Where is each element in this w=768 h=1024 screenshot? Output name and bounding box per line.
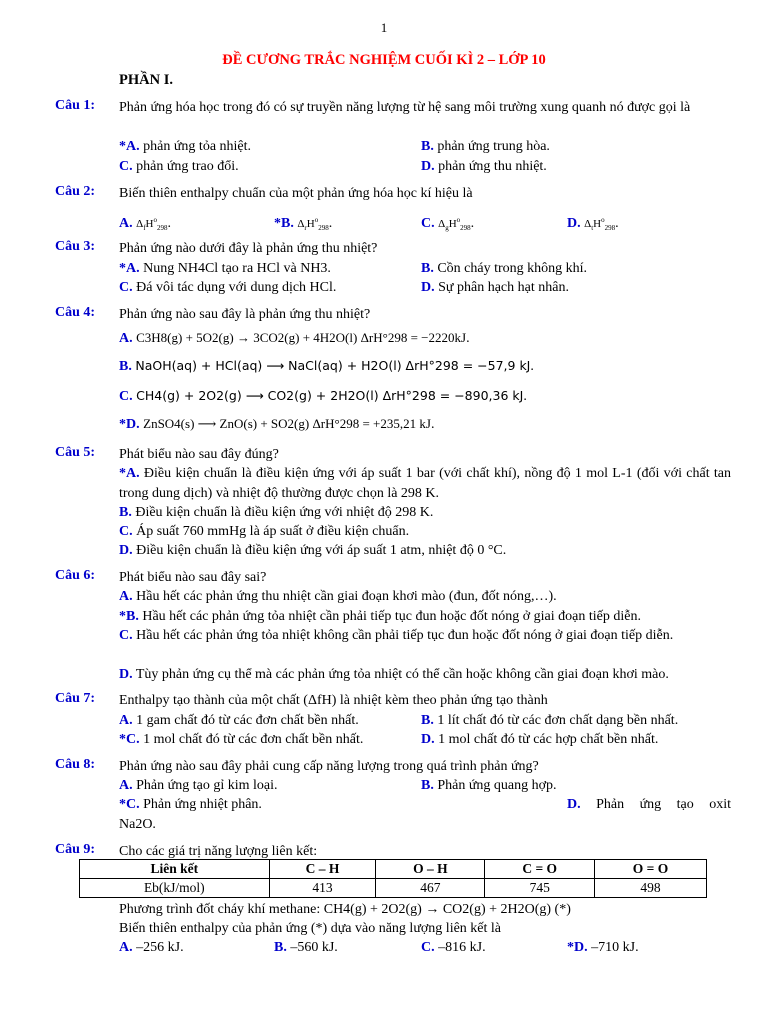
q9-equation-line: Phương trình đốt cháy khí methane: CH4(g) + 2O2(g) → CO2(g) + 2H2O(g) (*) bbox=[119, 902, 571, 917]
q9-question-line: Biến thiên enthalpy của phản ứng (*) dựa vào năng lượng liên kết là bbox=[119, 921, 502, 936]
table-header-row bbox=[80, 860, 707, 879]
q6-option-c: C. Hầu hết các phản ứng tỏa nhiệt không cần phải tiếp tục đun hoặc đốt nóng ở giai đoạn tiếp diễn. bbox=[119, 628, 674, 643]
q9-option-a: A. –256 kJ. bbox=[119, 940, 184, 955]
q1-text: Phản ứng hóa học trong đó có sự truyền năng lượng từ hệ sang môi trường xung quanh nó được gọi là bbox=[119, 100, 691, 115]
q2-option-b: *B. $\Delta_rH^o_{298}$. bbox=[274, 216, 333, 232]
q8-option-b: B. Phản ứng quang hợp. bbox=[421, 778, 557, 793]
q8-option-d-continued: Na2O. bbox=[119, 817, 156, 832]
q7-option-b: B. 1 lít chất đó từ các đơn chất dạng bền nhất. bbox=[421, 713, 679, 728]
q3-text: Phản ứng nào dưới đây là phản ứng thu nhiệt? bbox=[119, 241, 378, 256]
enthalpy-symbol-r: $\Delta_rH^o_{298}$ bbox=[297, 216, 329, 232]
q2-option-a: A. $\Delta_fH^o_{298}$. bbox=[119, 216, 171, 232]
table-header: O – H bbox=[376, 860, 485, 879]
q8-option-c: *C. Phản ứng nhiệt phân. bbox=[119, 797, 262, 812]
q5-text: Phát biểu nào sau đây đúng? bbox=[119, 447, 279, 462]
q1-option-c: C. phản ứng trao đổi. bbox=[119, 159, 239, 174]
q7-text: Enthalpy tạo thành của một chất (ΔfH) là nhiệt kèm theo phản ứng tạo thành bbox=[119, 693, 548, 708]
q7-number: Câu 7: bbox=[55, 691, 96, 706]
table-cell: 413 bbox=[269, 879, 376, 898]
q8-option-d: D. Phản ứng tạo oxit bbox=[567, 797, 731, 812]
q5-number: Câu 5: bbox=[55, 445, 96, 460]
part-heading: PHẦN I. bbox=[119, 72, 173, 88]
q6-number: Câu 6: bbox=[55, 568, 96, 583]
enthalpy-symbol-g: $\Delta_gH^o_{298}$ bbox=[438, 216, 471, 232]
q8-number: Câu 8: bbox=[55, 757, 96, 772]
q4-option-b: B. NaOH(aq) + HCl(aq) ⟶ NaCl(aq) + H2O(l) ΔrH°298 = −57,9 kJ. bbox=[119, 358, 534, 374]
q9-option-d: *D. –710 kJ. bbox=[567, 940, 639, 955]
q1-option-a: *A. phản ứng tỏa nhiệt. bbox=[119, 139, 252, 154]
table-cell: 498 bbox=[595, 879, 707, 898]
q1-option-d: D. phản ứng thu nhiệt. bbox=[421, 159, 547, 174]
q3-option-b: B. Cồn cháy trong không khí. bbox=[421, 261, 588, 276]
q2-option-d: D. $\Delta_tH^o_{298}$. bbox=[567, 216, 619, 232]
q2-number: Câu 2: bbox=[55, 184, 96, 199]
q6-option-b: *B. Hầu hết các phản ứng tỏa nhiệt cần phải tiếp tục đun hoặc đốt nóng ở giai đoạn tiếp diễn. bbox=[119, 609, 641, 624]
table-header: C – H bbox=[269, 860, 376, 879]
q6-option-a: A. Hầu hết các phản ứng thu nhiệt cần giai đoạn khơi mào (đun, đốt nóng,…). bbox=[119, 589, 557, 604]
q9-number: Câu 9: bbox=[55, 842, 96, 857]
q9-option-b: B. –560 kJ. bbox=[274, 940, 338, 955]
q7-option-a: A. 1 gam chất đó từ các đơn chất bền nhất. bbox=[119, 713, 359, 728]
table-cell: 745 bbox=[485, 879, 595, 898]
q4-option-c: C. CH4(g) + 2O2(g) ⟶ CO2(g) + 2H2O(l) ΔrH°298 = −890,36 kJ. bbox=[119, 388, 527, 404]
table-header: C = O bbox=[485, 860, 595, 879]
q5-option-b: B. Điều kiện chuẩn là điều kiện ứng với nhiệt độ 298 K. bbox=[119, 505, 434, 520]
table-header: Liên kết bbox=[80, 860, 270, 879]
q5-option-c: C. Áp suất 760 mmHg là áp suất ở điều kiện chuẩn. bbox=[119, 524, 410, 539]
q3-option-d: D. Sự phân hạch hạt nhân. bbox=[421, 280, 569, 295]
q8-text: Phản ứng nào sau đây phải cung cấp năng lượng trong quá trình phản ứng? bbox=[119, 759, 539, 774]
bond-energy-table bbox=[79, 859, 707, 898]
q9-text: Cho các giá trị năng lượng liên kết: bbox=[119, 844, 318, 859]
q5-option-a: *A. Điều kiện chuẩn là điều kiện ứng với áp suất 1 bar (với chất khí), nồng độ 1 mol L-1 (đối với chất tan trong dung dịch) và nhiệt độ thường được chọn là 298 K. bbox=[119, 466, 731, 501]
q3-number: Câu 3: bbox=[55, 239, 96, 254]
page-number: 1 bbox=[380, 20, 388, 35]
q3-option-c: C. Đá vôi tác dụng với dung dịch HCl. bbox=[119, 280, 337, 295]
q7-option-d: D. 1 mol chất đó từ các hợp chất bền nhất. bbox=[421, 732, 659, 747]
enthalpy-symbol-f: $\Delta_fH^o_{298}$ bbox=[136, 216, 168, 232]
q5-option-d: D. Điều kiện chuẩn là điều kiện ứng với áp suất 1 atm, nhiệt độ 0 °C. bbox=[119, 543, 507, 558]
q4-option-d: *D. ZnSO4(s) ⟶ ZnO(s) + SO2(g) ΔrH°298 = +235,21 kJ. bbox=[119, 416, 435, 432]
q9-option-c: C. –816 kJ. bbox=[421, 940, 486, 955]
q1-option-b: B. phản ứng trung hòa. bbox=[421, 139, 550, 154]
document-title: ĐỀ CƯƠNG TRẮC NGHIỆM CUỐI KÌ 2 – LỚP 10 bbox=[222, 52, 546, 68]
q6-text: Phát biểu nào sau đây sai? bbox=[119, 570, 267, 585]
table-cell: Eb(kJ/mol) bbox=[80, 879, 270, 898]
q4-number: Câu 4: bbox=[55, 305, 96, 320]
enthalpy-symbol-t: $\Delta_tH^o_{298}$ bbox=[584, 216, 616, 232]
q2-option-c: C. $\Delta_gH^o_{298}$. bbox=[421, 216, 475, 232]
q4-option-a: A. C3H8(g) + 5O2(g) → 3CO2(g) + 4H2O(l) ΔrH°298 = −2220kJ. bbox=[119, 330, 470, 346]
q8-option-a: A. Phản ứng tạo gỉ kim loại. bbox=[119, 778, 278, 793]
q4-text: Phản ứng nào sau đây là phản ứng thu nhiệt? bbox=[119, 307, 371, 322]
q6-option-d: D. Tùy phản ứng cụ thể mà các phản ứng tỏa nhiệt có thể cần hoặc không cần giai đoạn khơi mào. bbox=[119, 667, 669, 682]
q1-number: Câu 1: bbox=[55, 98, 96, 113]
q7-option-c: *C. 1 mol chất đó từ các đơn chất bền nhất. bbox=[119, 732, 364, 747]
q3-option-a: *A. Nung NH4Cl tạo ra HCl và NH3. bbox=[119, 261, 331, 276]
table-row bbox=[80, 879, 707, 898]
table-header: O = O bbox=[595, 860, 707, 879]
table-cell: 467 bbox=[376, 879, 485, 898]
q2-text: Biến thiên enthalpy chuẩn của một phản ứng hóa học kí hiệu là bbox=[119, 186, 473, 201]
